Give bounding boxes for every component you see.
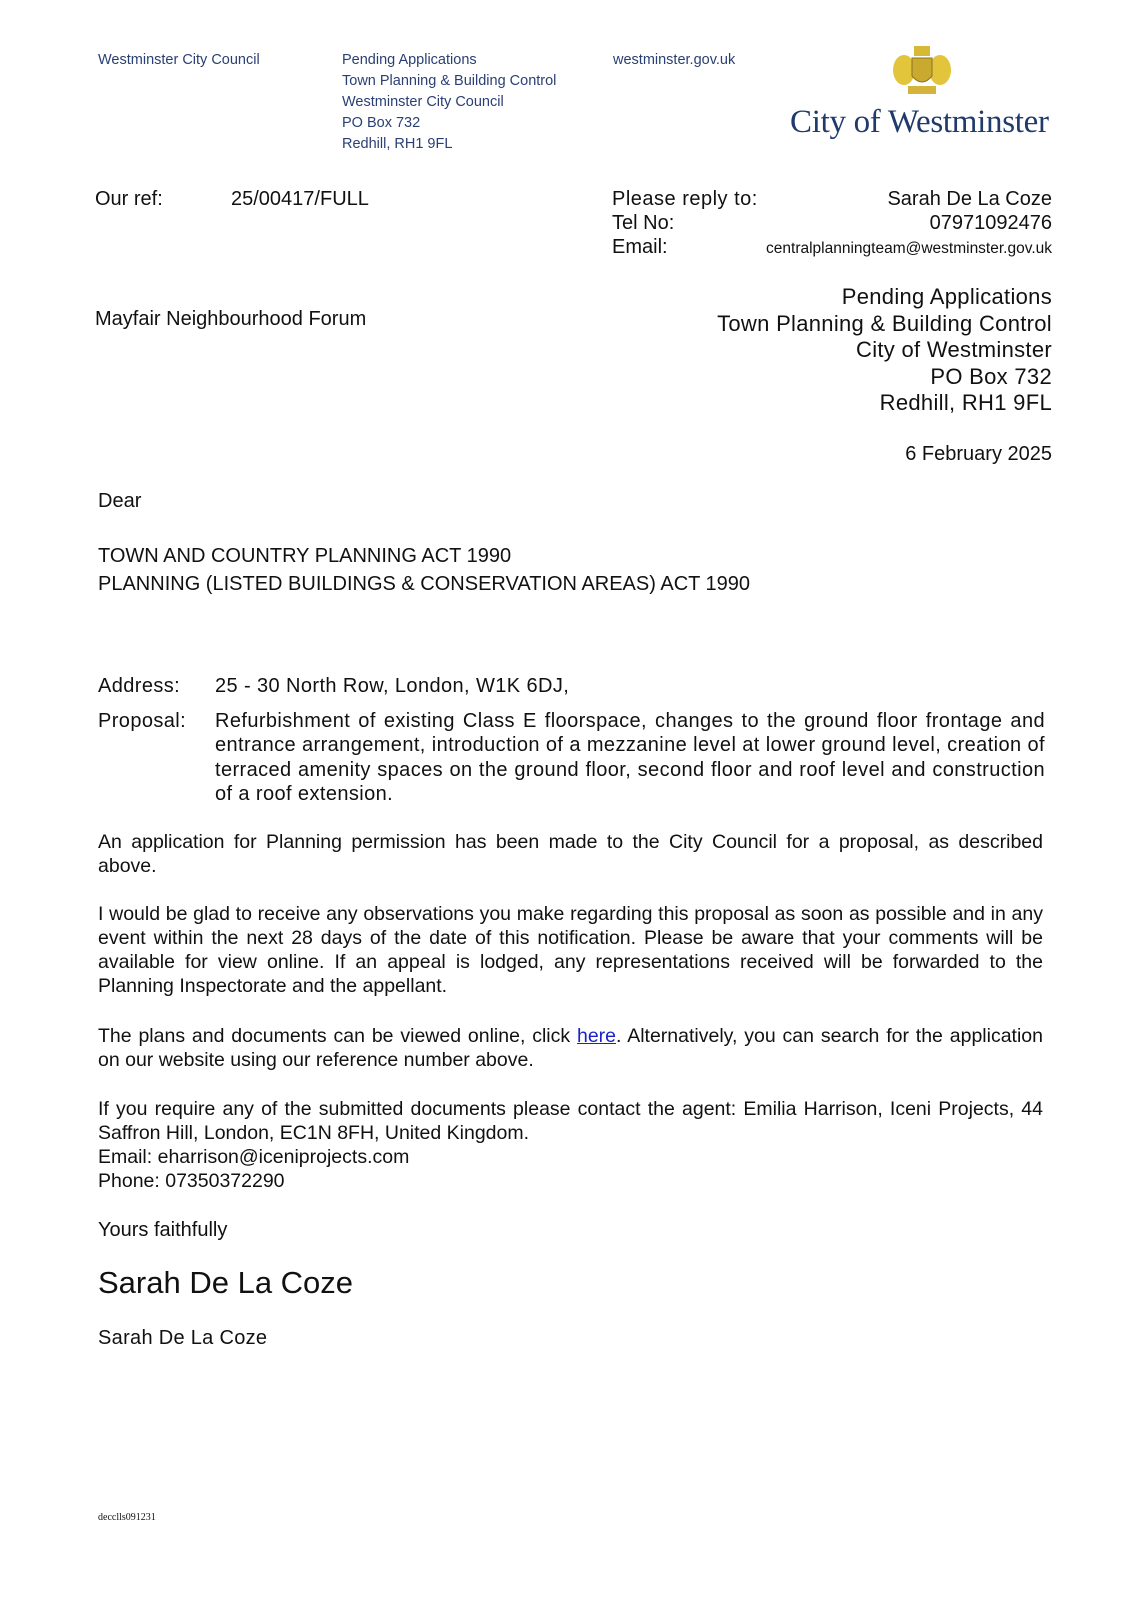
signatory-name: Sarah De La Coze — [98, 1327, 268, 1349]
return-address-line: Westminster City Council — [342, 94, 504, 110]
return-address-line: Pending Applications — [342, 52, 477, 68]
here-link[interactable]: here — [576, 1025, 617, 1047]
email-value: centralplanningteam@westminster.gov.uk — [766, 240, 1052, 257]
city-of-westminster-logo: City of Westminster — [790, 104, 1049, 140]
website: westminster.gov.uk — [613, 52, 736, 68]
sender-address-line: PO Box 732 — [930, 363, 1052, 389]
sender-address-line: Redhill, RH1 9FL — [879, 390, 1052, 415]
recipient: Mayfair Neighbourhood Forum — [95, 308, 367, 330]
tel-value: 07971092476 — [929, 212, 1052, 234]
proposal-label: Proposal: — [98, 709, 187, 732]
agent-text: If you require any of the submitted documents please contact the agent: Emilia Harrison, Iceni Projects, 44 Saffron Hill, London, EC1N 8FH, United Kingdom. — [98, 1098, 1043, 1144]
tel-label: Tel No: — [612, 212, 675, 234]
act-line: PLANNING (LISTED BUILDINGS & CONSERVATION AREAS) ACT 1990 — [98, 573, 751, 595]
salutation: Dear — [98, 490, 142, 512]
return-address-line: Redhill, RH1 9FL — [342, 136, 453, 152]
header-org: Westminster City Council — [98, 52, 260, 68]
sender-address-line: Town Planning & Building Control — [717, 310, 1052, 336]
acts — [98, 542, 750, 598]
reply-label: Please reply to: — [612, 188, 758, 210]
agent-email: Email: eharrison@iceniprojects.com — [98, 1146, 410, 1168]
paragraph-plans — [98, 1024, 1043, 1072]
sender-address-line: Pending Applications — [841, 284, 1052, 309]
plans-text-continued: . Alternatively, you can search for the application on our website using our reference number above. — [98, 1025, 1043, 1071]
signature: Sarah De La Coze — [98, 1265, 354, 1300]
paragraph-observations: I would be glad to receive any observations you make regarding this proposal as soon as possible and in any event within the next 28 days of the date of this notification. Please be aware that your comments will be available for view online. If an appeal is lodged, any representations received will be forwarded to the Planning Inspectorate and the appellant. — [98, 903, 1043, 997]
return-address-line: Town Planning & Building Control — [342, 73, 557, 89]
sender-address-line: City of Westminster — [856, 337, 1052, 362]
sender-address — [717, 284, 1052, 417]
reply-name: Sarah De La Coze — [887, 188, 1052, 210]
paragraph-application: An application for Planning permission has been made to the City Council for a proposal, as described above. — [98, 831, 1043, 877]
address-value: 25 - 30 North Row, London, W1K 6DJ, — [215, 675, 570, 697]
agent-phone: Phone: 07350372290 — [98, 1170, 285, 1192]
return-address-line: PO Box 732 — [342, 115, 421, 131]
email-label: Email: — [612, 236, 668, 258]
plans-text: The plans and documents can be viewed online, click — [98, 1025, 577, 1047]
act-line: TOWN AND COUNTRY PLANNING ACT 1990 — [98, 545, 512, 567]
application-details — [98, 674, 1058, 807]
address-label: Address: — [98, 675, 181, 697]
footer-code: decclls091231 — [98, 1512, 156, 1523]
coat-of-arms-icon — [890, 44, 954, 100]
proposal-value: Refurbishment of existing Class E floorspace, changes to the ground floor frontage and entrance arrangement, introduction of a mezzanine level at lower ground level, creation of terraced amenity spaces on the ground floor, second floor and roof level and construction of a roof extension. — [215, 709, 1045, 805]
closing: Yours faithfully — [98, 1219, 228, 1241]
ref-value: 25/00417/FULL — [231, 188, 369, 210]
ref-label: Our ref: — [95, 188, 163, 210]
return-address — [342, 50, 556, 155]
letter-date: 6 February 2025 — [905, 443, 1052, 465]
paragraph-agent — [98, 1097, 1043, 1193]
